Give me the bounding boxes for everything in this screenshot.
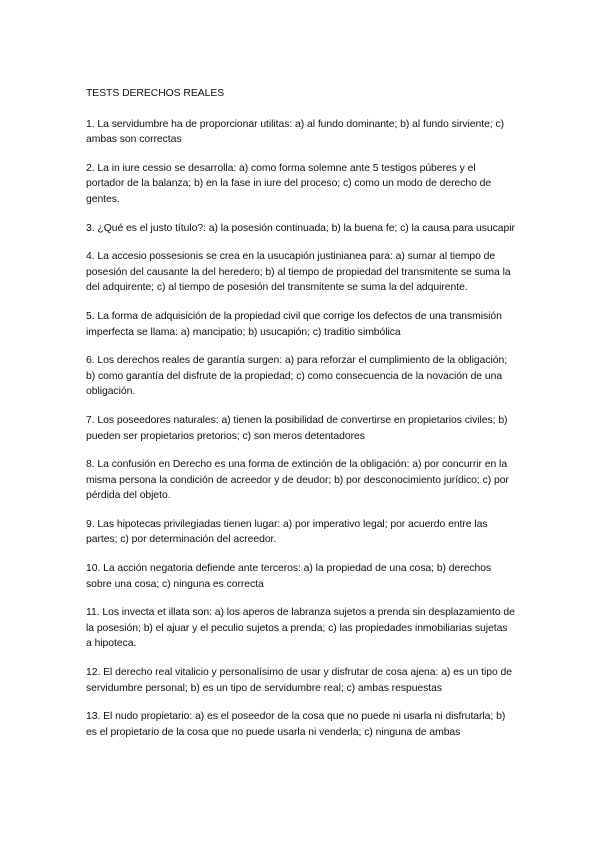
question-9: 9. Las hipotecas privilegiadas tienen lugar: a) por imperativo legal; por acuerdo entre las partes; c) por determinación del acreedor. <box>86 518 488 546</box>
question-6: 6. Los derechos reales de garantía surgen: a) para reforzar el cumplimiento de la obligación; b) como garantía del disfrute de la propiedad; c) como consecuencia de la novación de una obligación. <box>86 355 508 398</box>
question-8: 8. La confusión en Derecho es una forma de extinción de la obligación: a) por concurrir en la misma persona la condición de acreedor y de deudor; b) por desconocimiento jurídico; c) por pérdida del objeto. <box>86 459 509 502</box>
question-13: 13. El nudo propietario: a) es el poseedor de la cosa que no puede ni usarla ni disfrutarla; b) es el propietario de la cosa que no puede usarla ni venderla; c) ninguna de ambas <box>86 711 506 738</box>
question-12: 12. El derecho real vitalicio y personalísimo de usar y disfrutar de cosa ajena: a) es un tipo de servidumbre personal; b) es un tipo de servidumbre real; c) ambas respuestas <box>86 667 513 694</box>
document-content <box>86 86 516 753</box>
question-1: 1. La servidumbre ha de proporcionar utilitas: a) al fundo dominante; b) al fundo sirviente; c) ambas son correctas <box>86 118 505 146</box>
question-11: 11. Los invecta et illata son: a) los aperos de labranza sujetos a prenda sin desplazamiento de la posesión; b) el ajuar y el peculio sujetos a prenda; c) las propiedades inmobiliarias sujetas a hipoteca. <box>86 607 515 650</box>
question-4: 4. La accesio possesionis se crea en la usucapión justinianea para: a) sumar al tiempo de posesión del causante la del heredero; b) al tiempo de propiedad del transmitente se suma la del adquirente; c) al tiempo de posesión del transmitente se suma la del adquirente. <box>86 251 511 294</box>
document-title: TESTS DERECHOS REALES <box>86 88 225 99</box>
question-5: 5. La forma de adquisición de la propiedad civil que corrige los defectos de una transmisión imperfecta se llama: a) mancipatio; b) usucapión; c) traditio simbólica <box>86 310 502 338</box>
question-10: 10. La acción negatoria defiende ante terceros: a) la propiedad de una cosa; b) derechos sobre una cosa; c) ninguna es correcta <box>86 563 492 590</box>
question-2: 2. La in iure cessio se desarrolla: a) como forma solemne ante 5 testigos púberes y el portador de la balanza; b) en la fase in iure del proceso; c) como un modo de derecho de gentes. <box>86 162 492 205</box>
question-7: 7. Los poseedores naturales: a) tienen la posibilidad de convertirse en propietarios civiles; b) pueden ser propietarios pretorios; c) son meros detentadores <box>86 414 508 442</box>
question-3: 3. ¿Qué es el justo título?: a) la posesión continuada; b) la buena fe; c) la causa para usucapir <box>86 222 515 234</box>
